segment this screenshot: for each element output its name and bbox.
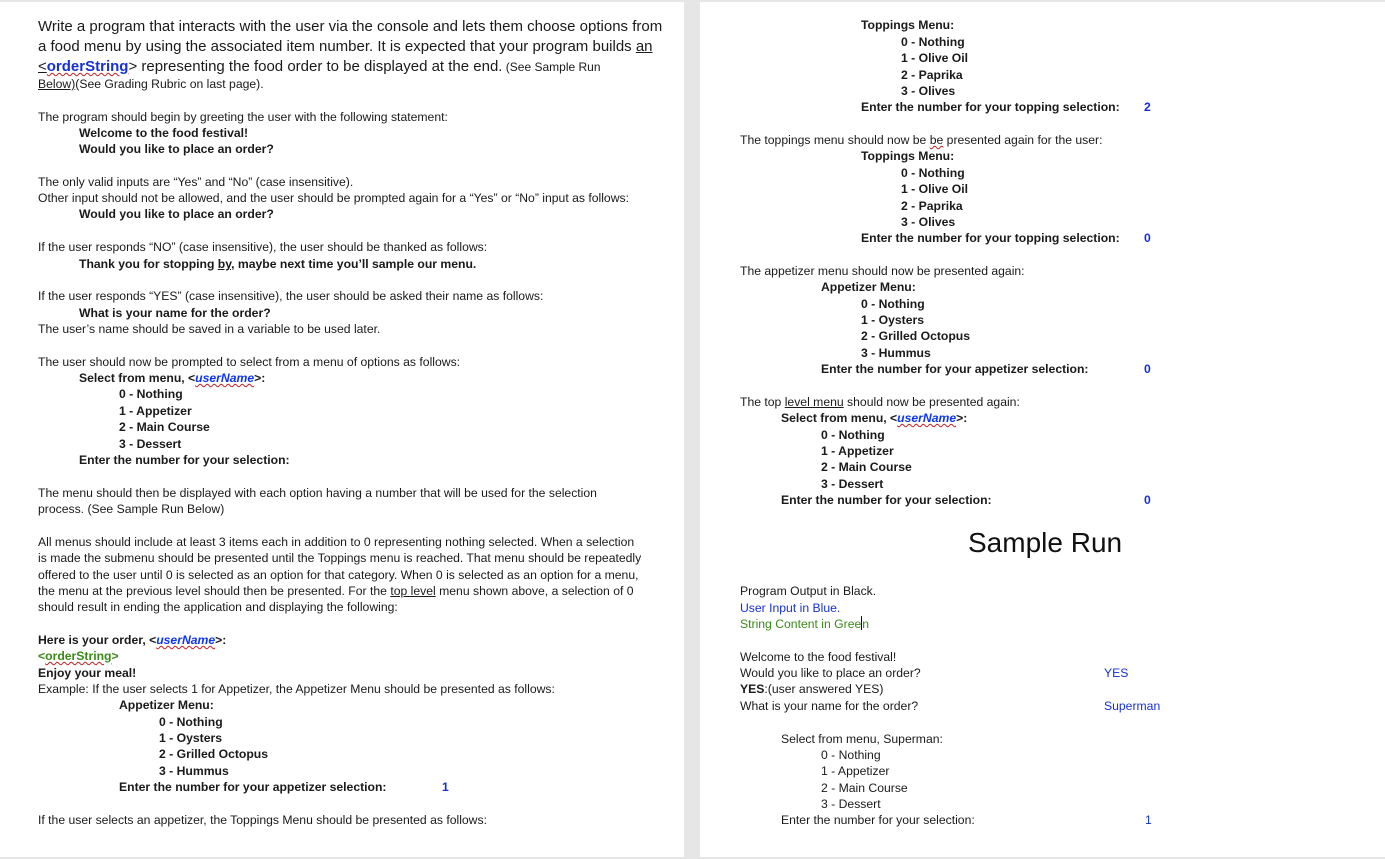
rules-line-4: the menu at the previous level should then be presented. For the top level menu shown above, a selection of 0 xyxy=(38,584,634,598)
welcome-statement: Welcome to the food festival! xyxy=(79,126,249,140)
top-level-again-text: The top level menu should now be presented again: xyxy=(740,395,1020,409)
toppings2-option-olives: 3 - Olives xyxy=(901,215,956,229)
select-from-menu: Select from menu, <userName>: xyxy=(79,371,266,385)
no-response-text: If the user responds “NO” (case insensitive), the user should be thanked as follows: xyxy=(38,240,488,254)
document-page-left xyxy=(0,2,684,857)
main-r-user-input: 0 xyxy=(1144,493,1151,507)
appetizer-r-option-oysters: 1 - Oysters xyxy=(861,313,925,327)
toppings2-user-input: 0 xyxy=(1144,231,1151,245)
yes-response-text: If the user responds “YES” (case insensitive), the user should be asked their name as follows: xyxy=(38,289,544,303)
appetizer-r-prompt: Enter the number for your appetizer selection: xyxy=(821,362,1089,376)
appetizer-menu-title-right: Appetizer Menu: xyxy=(821,280,916,294)
toppings2-option-nothing: 0 - Nothing xyxy=(901,166,965,180)
order-string-output: <orderString> xyxy=(38,649,119,663)
toppings-menu-title-2: Toppings Menu: xyxy=(861,149,955,163)
order-question-repeat: Would you like to place an order? xyxy=(79,207,274,221)
intro-line-4: Below)(See Grading Rubric on last page). xyxy=(38,77,264,91)
rules-line-1: All menus should include at least 3 items each in addition to 0 representing nothing selected. When a selection xyxy=(38,535,635,549)
run-option-nothing: 0 - Nothing xyxy=(821,748,881,762)
appetizer-menu-title: Appetizer Menu: xyxy=(119,698,214,712)
run-name-question: What is your name for the order? xyxy=(740,699,919,713)
run-select-menu: Select from menu, Superman: xyxy=(781,732,943,746)
document-page-right xyxy=(700,2,1385,857)
intro-line-1: Write a program that interacts with the user via the console and lets them choose options from xyxy=(38,18,663,35)
toppings2-option-paprika: 2 - Paprika xyxy=(901,199,963,213)
toppings2-prompt: Enter the number for your topping selection: xyxy=(861,231,1120,245)
intro-line-2: a food menu by using the associated item number. It is expected that your program builds an xyxy=(38,38,653,55)
an-underlined: an xyxy=(635,38,653,55)
menu-option-dessert: 3 - Dessert xyxy=(119,437,182,451)
toppings-menu-title-1: Toppings Menu: xyxy=(861,18,955,32)
sample-run-heading: Sample Run xyxy=(968,527,1123,558)
run-option-appetizer: 1 - Appetizer xyxy=(821,764,890,778)
toppings1-option-olives: 3 - Olives xyxy=(901,84,956,98)
appetizer-again-text: The appetizer menu should now be presented again: xyxy=(740,264,1025,278)
main-r-option-nothing: 0 - Nothing xyxy=(821,428,885,442)
legend-green: String Content in Green xyxy=(740,617,870,631)
rules-line-2: is made the submenu should be presented until the Toppings menu is reached. That menu should be repeatedly xyxy=(38,551,642,565)
appetizer-option-oysters: 1 - Oysters xyxy=(159,731,223,745)
orderstring-link: orderString xyxy=(46,58,129,75)
toppings-intro-text: If the user selects an appetizer, the Toppings Menu should be presented as follows: xyxy=(38,813,487,827)
appetizer-r-option-nothing: 0 - Nothing xyxy=(861,297,925,311)
appetizer-option-hummus: 3 - Hummus xyxy=(159,764,229,778)
appetizer-r-user-input: 0 xyxy=(1144,362,1151,376)
main-r-prompt: Enter the number for your selection: xyxy=(781,493,992,507)
run-name-input: Superman xyxy=(1104,699,1161,713)
name-question: What is your name for the order? xyxy=(79,306,271,320)
run-option-dessert: 3 - Dessert xyxy=(821,797,881,811)
run-yes-echo: YES:(user answered YES) xyxy=(740,682,884,696)
legend-black: Program Output in Black. xyxy=(740,584,877,598)
run-welcome: Welcome to the food festival! xyxy=(740,650,897,664)
begin-text: The program should begin by greeting the user with the following statement: xyxy=(38,110,448,124)
menu-option-nothing: 0 - Nothing xyxy=(119,387,183,401)
main-r-option-appetizer: 1 - Appetizer xyxy=(821,444,894,458)
toppings1-option-olive-oil: 1 - Olive Oil xyxy=(901,51,969,65)
appetizer-r-option-octopus: 2 - Grilled Octopus xyxy=(861,329,971,343)
rules-line-3: offered to the user until 0 is selected as an option for that category. When 0 is selected as an option for a menu, xyxy=(38,568,639,582)
run-option-main-course: 2 - Main Course xyxy=(821,781,908,795)
run-selection-prompt: Enter the number for your selection: xyxy=(781,813,975,827)
order-question: Would you like to place an order? xyxy=(79,142,274,156)
rules-line-5: should result in ending the application and displaying the following: xyxy=(38,600,398,614)
menu-prompt-text: The user should now be prompted to select from a menu of options as follows: xyxy=(38,355,461,369)
legend-blue: User Input in Blue. xyxy=(740,601,841,615)
appetizer-option-octopus: 2 - Grilled Octopus xyxy=(159,747,269,761)
name-saved-text: The user’s name should be saved in a variable to be used later. xyxy=(38,322,381,336)
toppings1-prompt: Enter the number for your topping selection: xyxy=(861,100,1120,114)
toppings-again-text: The toppings menu should now be be presented again for the user: xyxy=(740,133,1103,147)
username-var: userName xyxy=(195,371,255,385)
appetizer-r-option-hummus: 3 - Hummus xyxy=(861,346,931,360)
appetizer-prompt: Enter the number for your appetizer selection: xyxy=(119,780,387,794)
menu-option-appetizer: 1 - Appetizer xyxy=(119,404,192,418)
run-selection-input: 1 xyxy=(1145,813,1152,827)
toppings1-user-input: 2 xyxy=(1144,100,1151,114)
run-order-question: Would you like to place an order? xyxy=(740,666,921,680)
display-text-2: process. (See Sample Run Below) xyxy=(38,502,225,516)
toppings1-option-paprika: 2 - Paprika xyxy=(901,68,963,82)
selection-prompt: Enter the number for your selection: xyxy=(79,453,290,467)
toppings1-option-nothing: 0 - Nothing xyxy=(901,35,965,49)
example-text: Example: If the user selects 1 for Appetizer, the Appetizer Menu should be presented as follows: xyxy=(38,682,555,696)
appetizer-option-nothing: 0 - Nothing xyxy=(159,715,223,729)
appetizer-user-input: 1 xyxy=(442,780,449,794)
main-r-option-dessert: 3 - Dessert xyxy=(821,477,884,491)
display-text-1: The menu should then be displayed with each option having a number that will be used for the selection xyxy=(38,486,597,500)
valid-inputs-text: The only valid inputs are “Yes” and “No” (case insensitive). xyxy=(38,175,354,189)
run-order-input: YES xyxy=(1104,666,1129,680)
enjoy-meal: Enjoy your meal! xyxy=(38,666,137,680)
intro-line-3: <orderString> representing the food order to be displayed at the end. (See Sample Run xyxy=(38,58,601,75)
here-is-your-order: Here is your order, <userName>: xyxy=(38,633,227,647)
other-input-text: Other input should not be allowed, and the user should be prompted again for a “Yes” or “No” input as follows: xyxy=(38,191,629,205)
toppings2-option-olive-oil: 1 - Olive Oil xyxy=(901,182,969,196)
menu-option-main-course: 2 - Main Course xyxy=(119,420,210,434)
select-from-menu-right: Select from menu, <userName>: xyxy=(781,411,968,425)
thanks-statement: Thank you for stopping by, maybe next time you’ll sample our menu. xyxy=(79,257,477,271)
main-r-option-main-course: 2 - Main Course xyxy=(821,460,912,474)
